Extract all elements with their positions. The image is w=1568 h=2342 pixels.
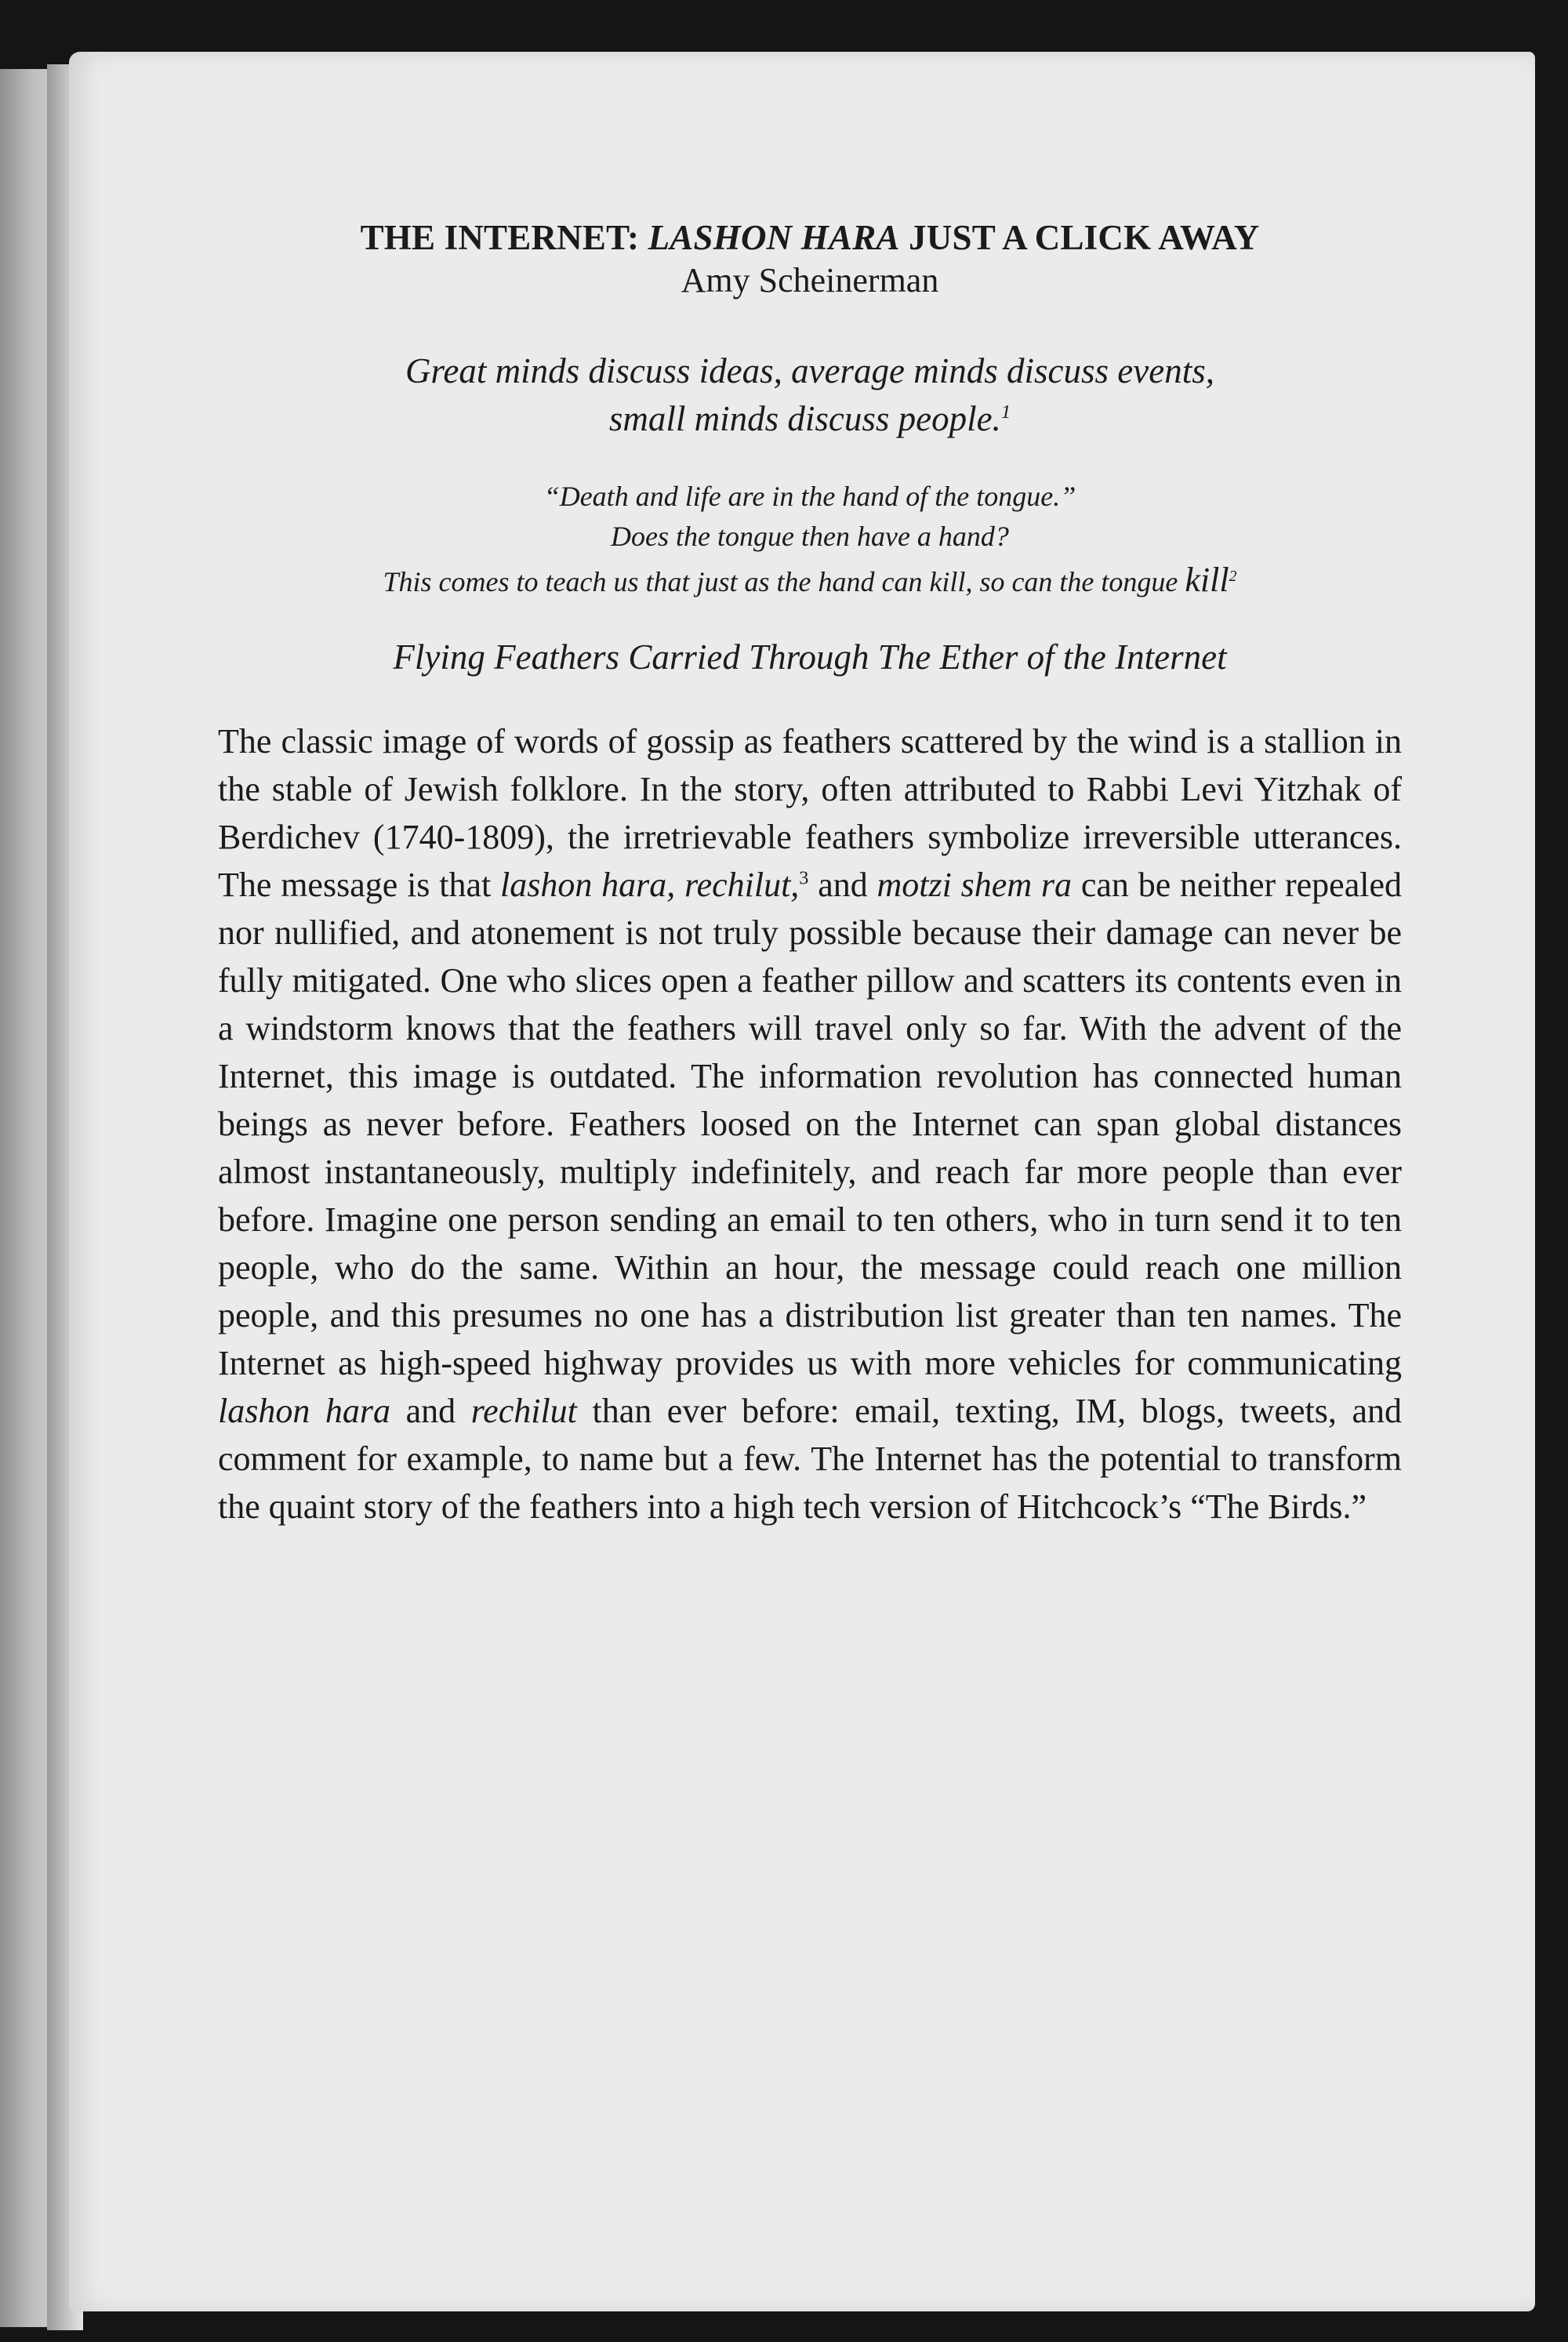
epigraph-second-line3-end: kill [1185,561,1229,600]
paragraph-segment-4: and [390,1391,471,1430]
title-prefix: THE INTERNET: [360,218,648,257]
article-title [218,216,1402,259]
footnote-marker-2: 2 [1229,568,1237,586]
paragraph-segment-5: than ever before: email, texting, IM, blogs, tweets, and comment for example, to name but a few. The Internet has the potential to transform the quaint story of the feathers into a high tech version of Hitchcock’s “The Birds.” [218,1391,1402,1526]
paragraph-italic-4: rechilut [470,1391,577,1430]
paragraph-segment-3: can be neither repealed nor nullified, and atonement is not truly possible because their damage can never be fully mitigated. One who slices open a feather pillow and scatters its contents even in a windstorm knows that the feathers will travel only so far. With the advent of the Internet, this image is outdated. The information revolution has connected human beings as never before. Feathers loosed on the Internet can span global distances almost instantaneously, multiply indefinitely, and reach far more people than ever before. Imagine one person sending an email to ten others, who in turn send it to ten people, who do the same. Within an hour, the message could reach one million people, and this presumes no one has a distribution list greater than ten names. The Internet as high-speed highway provides us with more vehicles for communicating [218,865,1402,1382]
section-subheading: Flying Feathers Carried Through The Ether of the Internet [393,637,1227,677]
epigraph-second-line2: Does the tongue then have a hand? [611,520,1009,552]
paragraph-segment-1: The classic image of words of gossip as feathers scattered by the wind is a stallion in the stable of Jewish folklore. In the story, often attributed to Rabbi Levi Yitzhak of Berdichev (1740-1809), the irretrievable feathers symbolize irreversible utterances. The message is that [218,721,1402,904]
paragraph-italic-1: lashon hara, rechilut, [500,865,800,904]
paragraph-segment-2: and [808,865,877,904]
page-text [218,216,1402,1565]
book-page [69,52,1535,2311]
title-italic: LASHON HARA [648,218,900,257]
epigraph-first-line1: Great minds discuss ideas, average minds discuss events, [405,350,1214,390]
title-suffix: JUST A CLICK AWAY [899,218,1260,257]
body-paragraph [218,717,1402,1530]
author-name: Amy Scheinerman [681,261,939,300]
epigraph-second-line3 [218,556,1402,605]
epigraph-second [218,477,1402,604]
footnote-marker-3: 3 [799,867,809,889]
paragraph-italic-3: lashon hara [218,1391,391,1430]
epigraph-second-line1: “Death and life are in the hand of the tongue.” [543,481,1076,513]
epigraph-second-line3-text: This comes to teach us that just as the hand can kill, so can the tongue [383,566,1185,598]
epigraph-first-line2-text: small minds discuss people. [608,398,1001,438]
epigraph-first-line2 [218,395,1402,443]
epigraph-first [218,347,1402,443]
footnote-marker-1: 1 [1000,401,1011,423]
paragraph-italic-2: motzi shem ra [877,865,1073,904]
